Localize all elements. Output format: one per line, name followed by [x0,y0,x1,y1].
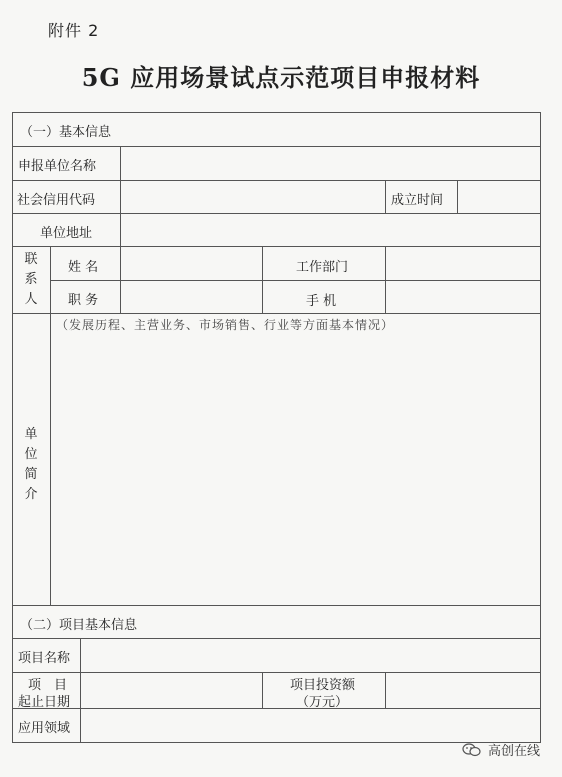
position-field[interactable] [121,281,262,313]
applicant-name-field[interactable] [121,147,540,180]
project-date-label-line1: 项 目 [28,678,68,693]
attachment-label: 附件 2 [48,21,100,40]
department-label: 工作部门 [296,260,349,275]
project-name-field[interactable] [81,639,540,672]
department-field[interactable] [386,247,540,280]
application-domain-label: 应用领域 [18,721,71,736]
contact-person-label: 联 系 人 [24,252,38,307]
credit-code-label: 社会信用代码 [17,193,96,208]
watermark [462,740,540,759]
company-intro-hint: （发展历程、主营业务、市场销售、行业等方面基本情况） [56,318,395,332]
investment-label-line1: 项目投资额 [290,678,356,693]
company-intro-label: 单 位 简 介 [24,427,38,502]
section-project-info-heading: （二）项目基本信息 [20,618,138,633]
address-field[interactable] [121,214,540,246]
company-intro-field[interactable] [51,334,540,604]
address-label: 单位地址 [40,226,93,241]
applicant-name-label: 申报单位名称 [18,159,97,174]
founded-date-field[interactable] [458,181,540,213]
watermark-text: 高创在线 [488,744,541,759]
mobile-label: 手 机 [306,294,337,309]
investment-label-line2: （万元） [296,695,349,710]
project-date-label-line2: 起止日期 [18,695,71,710]
wechat-icon [462,743,482,757]
credit-code-field[interactable] [121,181,385,213]
page-title: 5G 应用场景试点示范项目申报材料 [81,63,481,92]
application-domain-field[interactable] [81,709,540,742]
section-basic-info-heading: （一）基本信息 [20,125,112,140]
investment-field[interactable] [386,673,540,708]
project-date-field[interactable] [81,673,262,708]
position-label: 职 务 [68,293,99,308]
founded-date-label: 成立时间 [391,193,444,208]
contact-name-label: 姓 名 [68,260,99,275]
mobile-field[interactable] [386,281,540,313]
contact-name-field[interactable] [121,247,262,280]
project-name-label: 项目名称 [18,651,71,666]
